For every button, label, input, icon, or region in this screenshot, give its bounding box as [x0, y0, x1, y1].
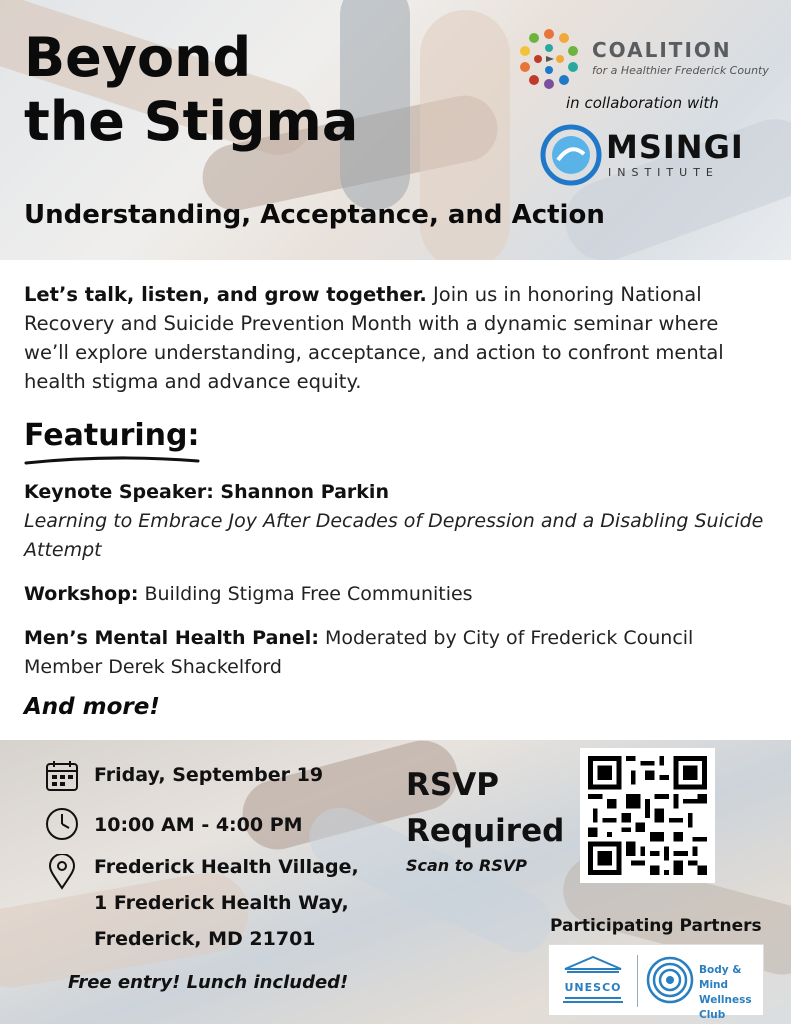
body-mind-wordmark [699, 963, 763, 1023]
body-mind-spiral-icon [645, 955, 695, 1005]
location-line-2: 1 Frederick Health Way, [94, 892, 349, 914]
scan-to-rsvp-text: Scan to RSVP [406, 856, 527, 875]
header-banner [0, 0, 791, 260]
workshop-label: Workshop: [24, 583, 139, 605]
location-line-3: Frederick, MD 21701 [94, 928, 316, 950]
intro-paragraph [24, 280, 764, 396]
workshop-item [24, 580, 764, 609]
msingi-name: MSINGI [606, 128, 744, 166]
participating-partners-label: Participating Partners [550, 916, 762, 936]
partner-logos [548, 944, 764, 1021]
and-more-text: And more! [24, 694, 160, 720]
event-subtitle: Understanding, Acceptance, and Action [24, 200, 605, 230]
partner-divider [637, 955, 638, 1007]
panel-label: Men’s Mental Health Panel: [24, 627, 319, 649]
coalition-tagline: for a Healthier Frederick County [592, 64, 769, 77]
free-entry-note: Free entry! Lunch included! [68, 972, 349, 993]
coalition-logo-icon [518, 28, 580, 90]
event-date: Friday, September 19 [94, 764, 324, 786]
rsvp-heading [406, 762, 576, 854]
title-line-2: the Stigma [24, 90, 359, 153]
intro-body: Join us in honoring National Recovery and Suicide Prevention Month with a dynamic seminar where we’ll explore understanding, acceptance, and action to confront mental health stigma and advance equity. [24, 283, 724, 393]
clock-icon [44, 806, 80, 842]
keynote-item [24, 478, 764, 565]
event-time: 10:00 AM - 4:00 PM [94, 814, 303, 836]
keynote-label: Keynote Speaker: Shannon Parkin [24, 481, 389, 503]
panel-item [24, 624, 764, 682]
unesco-wordmark: UNESCO [564, 981, 622, 994]
body-mind-line-1: Body & Mind [699, 964, 742, 991]
msingi-subtitle: INSTITUTE [608, 166, 719, 179]
coalition-name: COALITION [592, 38, 732, 62]
event-details-footer [0, 740, 791, 1024]
location-pin-icon [44, 854, 80, 890]
location-line-1: Frederick Health Village, [94, 856, 359, 878]
event-title [24, 26, 424, 154]
keynote-talk-title: Learning to Embrace Joy After Decades of Depression and a Disabling Suicide Attempt [24, 510, 764, 561]
rsvp-line-2: Required [406, 813, 565, 849]
calendar-icon [44, 758, 80, 794]
title-line-1: Beyond [24, 26, 252, 89]
workshop-text: Building Stigma Free Communities [138, 583, 473, 605]
body-mind-line-2: Wellness Club [699, 994, 752, 1021]
rsvp-qr-code[interactable] [580, 748, 715, 883]
rsvp-line-1: RSVP [406, 767, 499, 803]
collaboration-text: in collaboration with [566, 94, 719, 112]
heading-underline [22, 452, 202, 468]
unesco-logo-icon [559, 953, 627, 1009]
panel-text: Moderated by City of Frederick Council Member Derek Shackelford [24, 627, 694, 678]
msingi-logo-icon [540, 124, 602, 186]
featuring-heading: Featuring: [24, 418, 200, 453]
intro-lead: Let’s talk, listen, and grow together. [24, 283, 427, 306]
